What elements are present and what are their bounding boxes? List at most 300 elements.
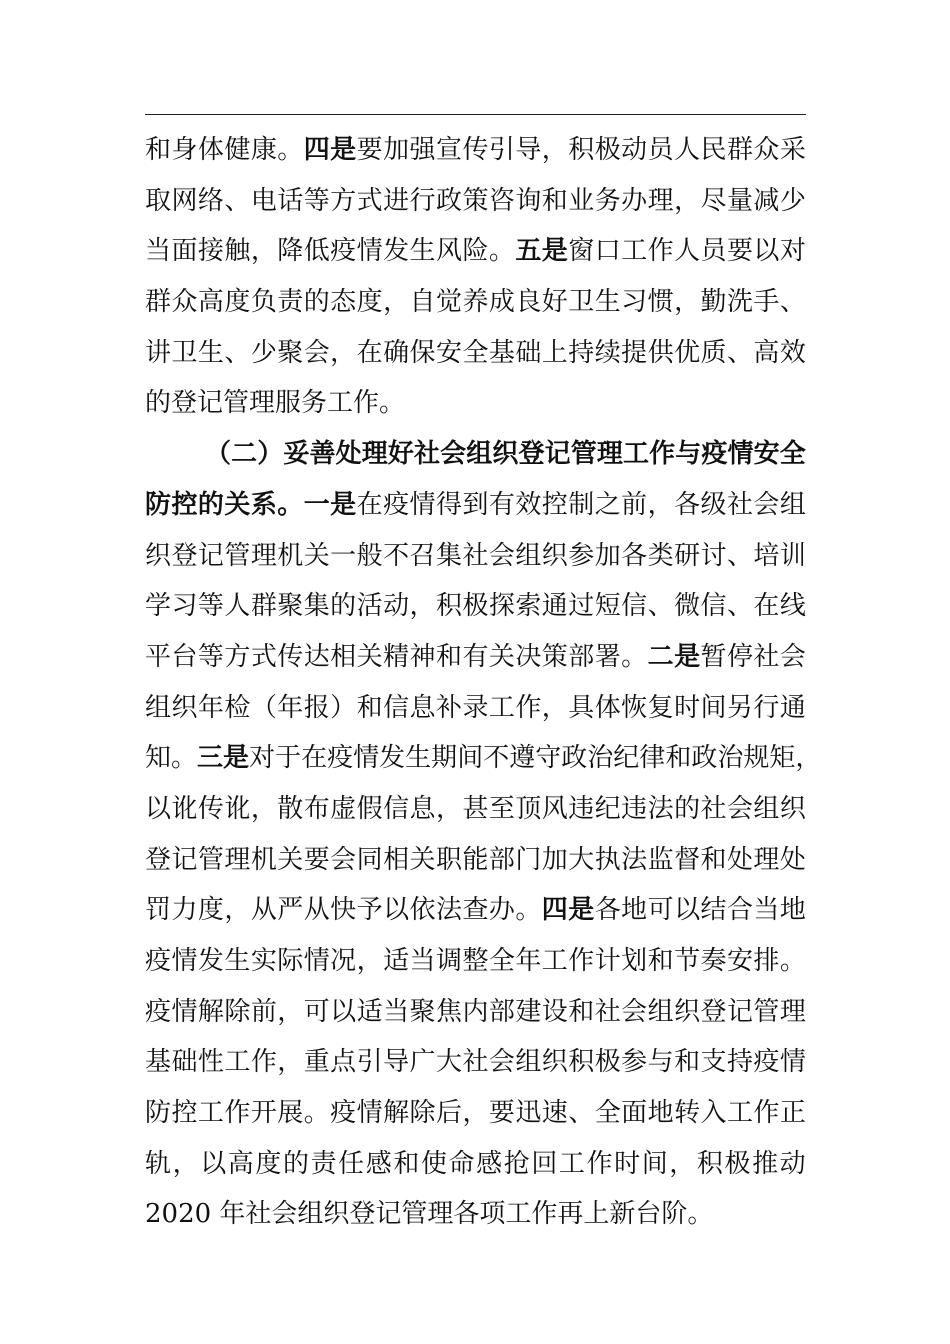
text-glyph: 同 bbox=[356, 844, 383, 875]
text-glyph: 作 bbox=[647, 236, 674, 267]
text-glyph: 相 bbox=[383, 844, 410, 875]
text-glyph: 控 bbox=[541, 489, 568, 520]
text-glyph: 感 bbox=[476, 1148, 503, 1179]
text-glyph: 内 bbox=[462, 996, 489, 1027]
text-glyph: 等 bbox=[197, 641, 224, 672]
text-glyph: 疫 bbox=[145, 996, 172, 1027]
text-glyph: 础 bbox=[171, 1047, 198, 1078]
text-glyph: 各 bbox=[621, 540, 648, 571]
text-glyph: 降 bbox=[277, 236, 304, 267]
text-glyph: 和 bbox=[568, 996, 595, 1027]
text-glyph: 好 bbox=[387, 439, 414, 470]
text-glyph: 工 bbox=[224, 1047, 251, 1078]
text-glyph: 和 bbox=[700, 844, 727, 875]
text-glyph: 。 bbox=[277, 489, 304, 520]
text-glyph: 虚 bbox=[330, 793, 357, 824]
text-glyph: 法 bbox=[435, 895, 462, 926]
text-line bbox=[145, 1037, 806, 1088]
text-glyph: 各 bbox=[674, 489, 701, 520]
text-glyph: 方 bbox=[224, 641, 251, 672]
text-glyph: 效 bbox=[779, 337, 806, 368]
text-glyph: 组 bbox=[466, 439, 493, 470]
text-glyph: 疫 bbox=[330, 236, 357, 267]
text-glyph: 和 bbox=[393, 1148, 420, 1179]
text-glyph: 续 bbox=[594, 337, 621, 368]
text-glyph: （ bbox=[205, 439, 232, 470]
text-glyph: 基 bbox=[145, 1047, 172, 1078]
text-glyph: 五 bbox=[515, 236, 542, 267]
text-glyph: 。 bbox=[621, 641, 648, 672]
text-glyph: 社 bbox=[753, 641, 780, 672]
text-glyph: 点 bbox=[330, 1047, 357, 1078]
text-glyph: 系 bbox=[250, 489, 277, 520]
text-glyph: 管 bbox=[753, 996, 780, 1027]
text-glyph: 、 bbox=[647, 591, 674, 622]
text-glyph: 政 bbox=[561, 743, 588, 774]
text-glyph: 组 bbox=[515, 540, 542, 571]
text-glyph: 理 bbox=[224, 844, 251, 875]
text-glyph: 会 bbox=[753, 489, 780, 520]
text-glyph: 础 bbox=[515, 337, 542, 368]
text-glyph: 登 bbox=[700, 996, 727, 1027]
text-glyph: 卫 bbox=[171, 337, 198, 368]
text-glyph: 息 bbox=[409, 692, 436, 723]
text-glyph: 会 bbox=[779, 641, 806, 672]
text-glyph: 罚 bbox=[145, 895, 172, 926]
text-glyph: 前 bbox=[250, 996, 277, 1027]
text-glyph: 质 bbox=[700, 337, 727, 368]
text-glyph: 讹 bbox=[171, 793, 198, 824]
text-glyph: 从 bbox=[250, 895, 277, 926]
text-glyph: 会 bbox=[488, 540, 515, 571]
text-glyph: 确 bbox=[383, 337, 410, 368]
text-glyph: 排 bbox=[753, 946, 780, 976]
text-glyph: 加 bbox=[594, 540, 621, 571]
text-glyph: 管 bbox=[224, 540, 251, 571]
text-glyph: 以 bbox=[330, 996, 357, 1027]
text-glyph: 记 bbox=[726, 996, 753, 1027]
text-glyph: 控 bbox=[171, 489, 198, 520]
text-glyph: 培 bbox=[753, 540, 780, 571]
text-glyph: 查 bbox=[462, 895, 489, 926]
text-glyph: 作 bbox=[250, 1047, 277, 1078]
text-glyph: 积 bbox=[568, 1047, 595, 1078]
text-glyph: 解 bbox=[383, 1098, 410, 1129]
text-glyph: 大 bbox=[568, 844, 595, 875]
text-glyph: 疫 bbox=[753, 1047, 780, 1078]
text-glyph: 活 bbox=[356, 591, 383, 622]
text-glyph: 节 bbox=[674, 946, 701, 976]
text-glyph: 复 bbox=[647, 692, 674, 723]
text-glyph: 重 bbox=[303, 1047, 330, 1078]
text-glyph: 、 bbox=[726, 540, 753, 571]
text-glyph: 部 bbox=[568, 641, 595, 672]
text-glyph: 力 bbox=[171, 895, 198, 926]
text-glyph: 转 bbox=[674, 1098, 701, 1129]
text-glyph: ， bbox=[541, 692, 568, 723]
text-glyph: 解 bbox=[197, 996, 224, 1027]
text-glyph: ， bbox=[669, 1148, 696, 1179]
text-glyph: 宣 bbox=[435, 135, 462, 165]
text-glyph: 取 bbox=[145, 185, 172, 216]
text-glyph: 假 bbox=[356, 793, 383, 824]
text-glyph: 部 bbox=[488, 844, 515, 875]
text-glyph: 焦 bbox=[435, 996, 462, 1027]
text-glyph: 防 bbox=[145, 489, 172, 520]
text-glyph: 会 bbox=[303, 337, 330, 368]
text-glyph: 奏 bbox=[700, 946, 727, 976]
text-glyph: 善 bbox=[309, 439, 336, 470]
text-glyph: 组 bbox=[647, 996, 674, 1027]
text-glyph: 理 bbox=[250, 540, 277, 571]
text-glyph: 记 bbox=[197, 540, 224, 571]
text-glyph: 可 bbox=[303, 996, 330, 1027]
text-glyph: 妥 bbox=[283, 439, 310, 470]
text-glyph: 决 bbox=[515, 641, 542, 672]
text-glyph: 度 bbox=[197, 895, 224, 926]
text-glyph: 予 bbox=[356, 895, 383, 926]
text-glyph: 职 bbox=[435, 844, 462, 875]
text-glyph: 发 bbox=[379, 743, 406, 774]
text-glyph: 控 bbox=[171, 1098, 198, 1129]
text-glyph: 效 bbox=[515, 489, 542, 520]
text-glyph: 讨 bbox=[700, 540, 727, 571]
text-glyph: 风 bbox=[435, 236, 462, 267]
text-glyph: 和 bbox=[665, 743, 692, 774]
text-glyph: 手 bbox=[753, 287, 780, 318]
text-glyph: 时 bbox=[614, 1148, 641, 1179]
text-glyph: 会 bbox=[440, 439, 467, 470]
text-glyph: 在 bbox=[356, 337, 383, 368]
text-glyph: 织 bbox=[541, 540, 568, 571]
text-glyph: 发 bbox=[197, 946, 224, 976]
text-glyph: 作 bbox=[586, 1148, 613, 1179]
text-line bbox=[145, 328, 806, 379]
text-glyph: 当 bbox=[145, 236, 172, 267]
text-glyph: 、 bbox=[726, 591, 753, 622]
text-glyph: 三 bbox=[197, 743, 224, 774]
text-glyph: 式 bbox=[356, 185, 383, 216]
text-glyph: 政 bbox=[435, 185, 462, 216]
text-glyph: 传 bbox=[462, 135, 489, 165]
text-glyph: 生 bbox=[594, 287, 621, 318]
text-glyph: 养 bbox=[462, 287, 489, 318]
text-glyph: 工 bbox=[197, 1098, 224, 1129]
text-glyph: 量 bbox=[726, 185, 753, 216]
text-glyph: 通 bbox=[779, 692, 806, 723]
text-glyph: 地 bbox=[779, 895, 806, 926]
text-glyph: 间 bbox=[700, 692, 727, 723]
text-glyph: 规 bbox=[743, 743, 770, 774]
text-glyph: 情 bbox=[171, 996, 198, 1027]
text-line bbox=[145, 936, 806, 987]
text-glyph: 甚 bbox=[462, 793, 489, 824]
text-glyph: 轨 bbox=[145, 1148, 172, 1179]
text-line bbox=[145, 429, 806, 480]
text-glyph: 大 bbox=[435, 1047, 462, 1078]
text-glyph: 集 bbox=[303, 591, 330, 622]
text-glyph: 基 bbox=[488, 337, 515, 368]
text-glyph: 当 bbox=[409, 946, 436, 976]
text-glyph: 高 bbox=[197, 287, 224, 318]
text-glyph: 面 bbox=[621, 1098, 648, 1129]
text-glyph: 在 bbox=[356, 489, 383, 520]
text-glyph: 与 bbox=[675, 439, 702, 470]
text-glyph: 防 bbox=[145, 1098, 172, 1129]
text-glyph: 态 bbox=[330, 287, 357, 318]
text-glyph: 极 bbox=[594, 1047, 621, 1078]
text-glyph: 神 bbox=[409, 641, 436, 672]
text-glyph: 、 bbox=[779, 287, 806, 318]
text-line bbox=[145, 784, 806, 835]
text-glyph: 体 bbox=[197, 135, 224, 165]
text-glyph: 违 bbox=[568, 793, 595, 824]
text-glyph: 的 bbox=[197, 489, 224, 520]
text-glyph: ， bbox=[172, 1148, 199, 1179]
text-glyph: 信 bbox=[383, 692, 410, 723]
text-glyph: 动 bbox=[383, 591, 410, 622]
text-glyph: 适 bbox=[383, 946, 410, 976]
text-glyph: 疫 bbox=[330, 1098, 357, 1129]
text-glyph: 生 bbox=[409, 236, 436, 267]
text-glyph: 自 bbox=[409, 287, 436, 318]
text-glyph: 处 bbox=[335, 439, 362, 470]
text-glyph: 开 bbox=[250, 1098, 277, 1129]
text-glyph: 矩 bbox=[769, 743, 796, 774]
text-glyph: 依 bbox=[409, 895, 436, 926]
text-glyph: 安 bbox=[726, 946, 753, 976]
text-glyph: 设 bbox=[541, 996, 568, 1027]
text-glyph: 律 bbox=[639, 743, 666, 774]
text-glyph: 会 bbox=[726, 793, 753, 824]
text-glyph: 另 bbox=[726, 692, 753, 723]
text-glyph: 工 bbox=[621, 236, 648, 267]
text-glyph: 督 bbox=[674, 844, 701, 875]
text-glyph: 广 bbox=[409, 1047, 436, 1078]
text-glyph: 信 bbox=[383, 793, 410, 824]
text-glyph: 情 bbox=[353, 743, 380, 774]
text-glyph: ， bbox=[250, 793, 277, 824]
text-glyph: 以 bbox=[200, 1148, 227, 1179]
text-glyph: 低 bbox=[303, 236, 330, 267]
text-glyph: 行 bbox=[409, 185, 436, 216]
text-glyph: 觉 bbox=[435, 287, 462, 318]
text-glyph: 极 bbox=[594, 135, 621, 165]
text-line bbox=[145, 835, 806, 886]
text-glyph: 推 bbox=[752, 1148, 779, 1179]
text-glyph: 暂 bbox=[700, 641, 727, 672]
text-glyph: 登 bbox=[518, 439, 545, 470]
text-glyph: 网 bbox=[171, 185, 198, 216]
text-glyph: 于 bbox=[275, 743, 302, 774]
text-glyph: 社 bbox=[726, 489, 753, 520]
text-glyph: 良 bbox=[515, 287, 542, 318]
text-glyph: 后 bbox=[435, 1098, 462, 1129]
text-glyph: 期 bbox=[431, 743, 458, 774]
text-glyph: 策 bbox=[462, 185, 489, 216]
text-glyph: ， bbox=[356, 946, 383, 976]
text-glyph: ， bbox=[674, 185, 701, 216]
text-glyph: 监 bbox=[647, 844, 674, 875]
text-glyph: 织 bbox=[779, 793, 806, 824]
text-glyph: 台 bbox=[171, 641, 198, 672]
text-glyph: 理 bbox=[596, 439, 623, 470]
text-glyph: 等 bbox=[197, 591, 224, 622]
text-glyph: 组 bbox=[515, 1047, 542, 1078]
text-glyph: 工 bbox=[558, 1148, 585, 1179]
text-glyph: 时 bbox=[674, 692, 701, 723]
text-glyph: 理 bbox=[779, 996, 806, 1027]
text-glyph: 的 bbox=[282, 1148, 309, 1179]
text-glyph: ， bbox=[462, 1098, 489, 1129]
text-glyph: 触 bbox=[224, 236, 251, 267]
text-glyph: 要 bbox=[303, 844, 330, 875]
text-glyph: ） bbox=[257, 439, 284, 470]
text-glyph: 与 bbox=[647, 1047, 674, 1078]
text-glyph: 情 bbox=[779, 1047, 806, 1078]
text-glyph: 关 bbox=[224, 489, 251, 520]
text-glyph: 全 bbox=[462, 337, 489, 368]
text-glyph: 有 bbox=[462, 641, 489, 672]
text-glyph: 作 bbox=[568, 946, 595, 976]
text-glyph: 疫 bbox=[701, 439, 728, 470]
text-glyph: 一 bbox=[330, 540, 357, 571]
text-run: 的登记管理服务工作。 bbox=[145, 388, 406, 419]
text-glyph: 恢 bbox=[621, 692, 648, 723]
text-glyph: 情 bbox=[171, 946, 198, 976]
text-glyph: 采 bbox=[779, 135, 806, 165]
text-glyph: 理 bbox=[753, 844, 780, 875]
text-glyph: 级 bbox=[700, 489, 727, 520]
text-glyph: 使 bbox=[420, 1148, 447, 1179]
text-glyph: 执 bbox=[594, 844, 621, 875]
text-glyph: 动 bbox=[621, 135, 648, 165]
text-glyph: 、 bbox=[224, 337, 251, 368]
text-glyph: 强 bbox=[409, 135, 436, 165]
text-glyph: 类 bbox=[647, 540, 674, 571]
text-glyph: 。 bbox=[277, 135, 304, 165]
text-glyph: 。 bbox=[488, 236, 515, 267]
text-glyph: （ bbox=[250, 692, 277, 723]
text-glyph: 任 bbox=[338, 1148, 365, 1179]
text-glyph: 四 bbox=[303, 135, 330, 165]
text-glyph: 政 bbox=[691, 743, 718, 774]
text-glyph: 组 bbox=[779, 489, 806, 520]
text-glyph: 会 bbox=[621, 996, 648, 1027]
text-glyph: 积 bbox=[696, 1148, 723, 1179]
text-glyph: 治 bbox=[587, 743, 614, 774]
text-glyph: 员 bbox=[700, 236, 727, 267]
text-glyph: 过 bbox=[568, 591, 595, 622]
text-glyph: 登 bbox=[145, 844, 172, 875]
text-glyph: 之 bbox=[594, 489, 621, 520]
text-glyph: 在 bbox=[753, 591, 780, 622]
text-glyph: 话 bbox=[277, 185, 304, 216]
text-glyph: 会 bbox=[488, 1047, 515, 1078]
text-glyph: 办 bbox=[621, 185, 648, 216]
text-glyph: 机 bbox=[277, 540, 304, 571]
text-glyph: 持 bbox=[568, 337, 595, 368]
text-glyph: 可 bbox=[647, 895, 674, 926]
text-glyph: 业 bbox=[568, 185, 595, 216]
text-glyph: ） bbox=[330, 692, 357, 723]
text-glyph: 般 bbox=[356, 540, 383, 571]
text-glyph: 办 bbox=[488, 895, 515, 926]
text-glyph: 速 bbox=[541, 1098, 568, 1129]
text-glyph: 情 bbox=[727, 439, 754, 470]
text-glyph: 纪 bbox=[594, 793, 621, 824]
text-line bbox=[145, 480, 806, 531]
text-glyph: ， bbox=[435, 793, 462, 824]
text-glyph: 众 bbox=[171, 287, 198, 318]
text-glyph: 上 bbox=[541, 337, 568, 368]
text-glyph: 当 bbox=[753, 895, 780, 926]
text-glyph: 积 bbox=[435, 591, 462, 622]
text-glyph: 年 bbox=[277, 692, 304, 723]
text-glyph: 讲 bbox=[145, 337, 172, 368]
text-glyph: 传 bbox=[277, 641, 304, 672]
text-glyph: 组 bbox=[753, 793, 780, 824]
text-glyph: 纪 bbox=[613, 743, 640, 774]
text-glyph: 精 bbox=[383, 641, 410, 672]
text-glyph: ， bbox=[409, 591, 436, 622]
text-glyph: 好 bbox=[541, 287, 568, 318]
text-glyph: 迅 bbox=[515, 1098, 542, 1129]
text-glyph: ， bbox=[795, 743, 822, 774]
text-glyph: 治 bbox=[717, 743, 744, 774]
text-glyph: 极 bbox=[462, 591, 489, 622]
text-glyph: 社 bbox=[594, 996, 621, 1027]
text-glyph: 员 bbox=[647, 135, 674, 165]
text-glyph: 引 bbox=[488, 135, 515, 165]
text-glyph: 有 bbox=[488, 489, 515, 520]
text-glyph: 抢 bbox=[503, 1148, 530, 1179]
text-glyph: 实 bbox=[250, 946, 277, 976]
text-glyph: 。 bbox=[171, 743, 198, 774]
text-glyph: 索 bbox=[515, 591, 542, 622]
text-glyph: 疫 bbox=[383, 489, 410, 520]
text-glyph: 感 bbox=[365, 1148, 392, 1179]
text-glyph: 地 bbox=[621, 895, 648, 926]
text-glyph: 际 bbox=[277, 946, 304, 976]
text-glyph: 门 bbox=[515, 844, 542, 875]
text-glyph: 面 bbox=[171, 236, 198, 267]
text-glyph: 正 bbox=[779, 1098, 806, 1129]
text-glyph: 整 bbox=[462, 946, 489, 976]
text-glyph: 等 bbox=[303, 185, 330, 216]
text-line bbox=[145, 733, 822, 784]
text-glyph: 务 bbox=[594, 185, 621, 216]
text-glyph: 散 bbox=[277, 793, 304, 824]
text-glyph: 社 bbox=[414, 439, 441, 470]
text-glyph: 加 bbox=[383, 135, 410, 165]
text-glyph: 积 bbox=[568, 135, 595, 165]
text-glyph: 织 bbox=[171, 692, 198, 723]
text-glyph: 至 bbox=[488, 793, 515, 824]
text-glyph: 当 bbox=[383, 996, 410, 1027]
text-glyph: 人 bbox=[224, 591, 251, 622]
text-glyph: 管 bbox=[570, 439, 597, 470]
text-glyph: 发 bbox=[383, 236, 410, 267]
text-glyph: 度 bbox=[255, 1148, 282, 1179]
text-glyph: 划 bbox=[621, 946, 648, 976]
text-glyph: 情 bbox=[356, 1098, 383, 1129]
text-glyph: 人 bbox=[674, 236, 701, 267]
text-glyph: 不 bbox=[483, 743, 510, 774]
text-line bbox=[145, 531, 806, 582]
text-glyph: 社 bbox=[462, 540, 489, 571]
text-glyph: 停 bbox=[726, 641, 753, 672]
